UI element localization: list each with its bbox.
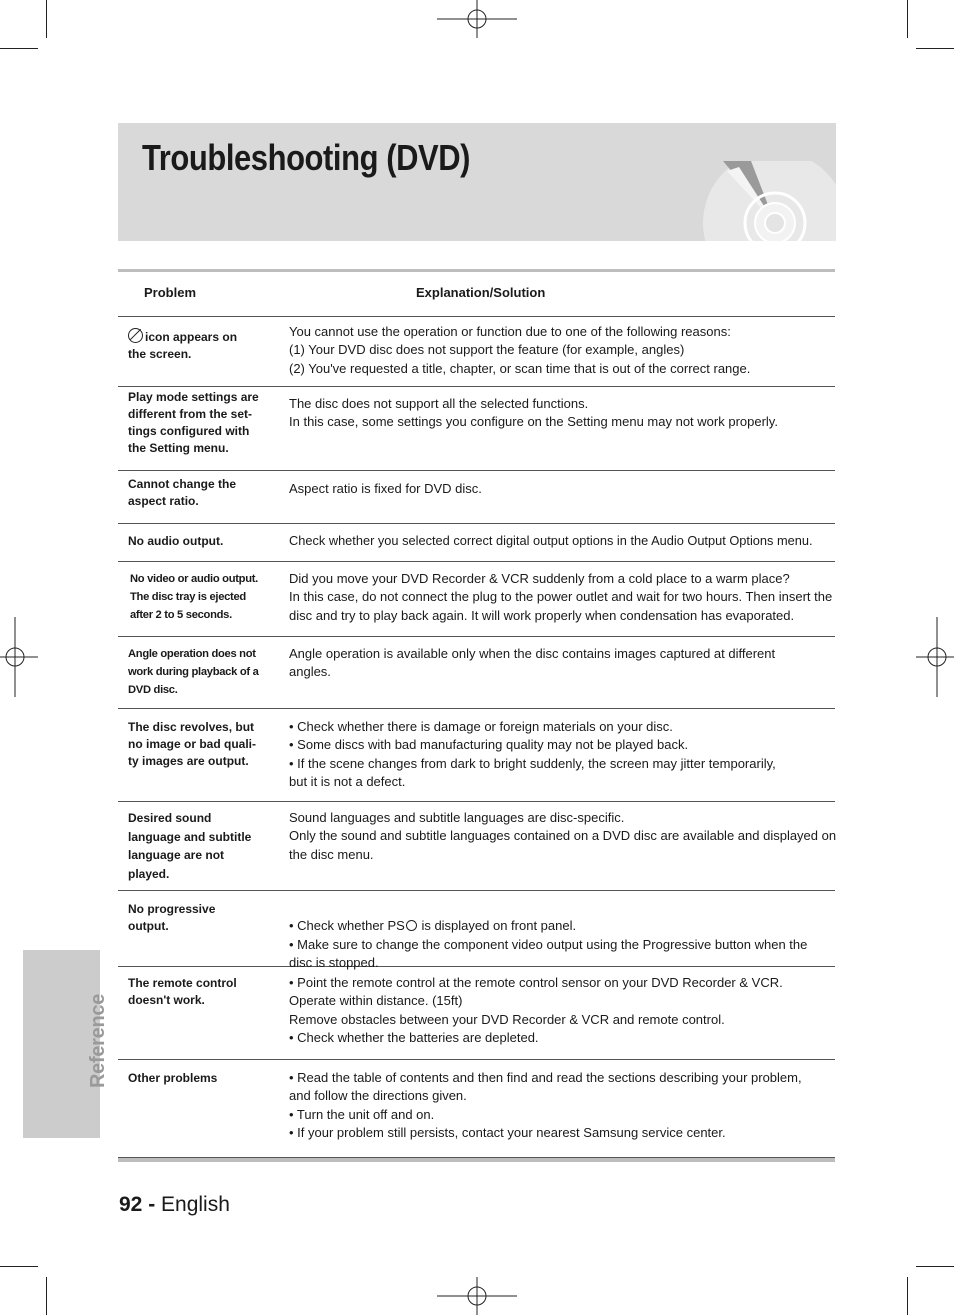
table-row: [118, 709, 835, 802]
table-row: [118, 471, 835, 524]
table-row: [118, 387, 835, 471]
solution-cell: Sound languages and subtitle languages are disc-specific. Only the sound and subtitle languages contained on a DVD disc are available and displayed on the disc menu.: [289, 810, 837, 862]
table-row: [118, 802, 835, 891]
table-row: [118, 524, 835, 562]
table-header: [118, 272, 835, 317]
crop-mark: [0, 1266, 38, 1267]
problem-cell: Cannot change the aspect ratio.: [128, 477, 237, 508]
problem-cell: No video or audio output. The disc tray is ejected after 2 to 5 seconds.: [130, 573, 258, 621]
progressive-indicator-icon: [406, 920, 417, 931]
crop-mark: [907, 0, 908, 38]
solution-cell: Angle operation is available only when the disc contains images captured at different angles.: [289, 646, 776, 680]
header-solution: Explanation/Solution: [416, 285, 546, 300]
problem-cell: Angle operation does not work during playback of a DVD disc.: [128, 648, 259, 696]
problem-cell: Desired sound language and subtitle language are not played.: [128, 811, 252, 881]
solution-text: • Check whether PS: [289, 918, 405, 934]
solution-cell: Check whether you selected correct digital output options in the Audio Output Options menu.: [289, 533, 813, 548]
crop-mark: [916, 48, 954, 49]
solution-text: • Make sure to change the component video output using the Progressive button when the disc is stopped.: [289, 936, 808, 970]
disc-icon: [703, 161, 836, 241]
crop-mark: [46, 1277, 47, 1315]
registration-mark-icon: [916, 617, 954, 697]
table-row: [118, 967, 835, 1060]
page-title: Troubleshooting (DVD): [142, 137, 471, 178]
problem-cell: Other problems: [128, 1071, 218, 1085]
problem-text: icon appears on the screen.: [128, 330, 238, 361]
problem-cell: [128, 328, 253, 363]
problem-cell: The disc revolves, but no image or bad quali-ty images are output.: [128, 720, 257, 768]
title-banner: [118, 123, 836, 241]
page-number: 92 -: [119, 1193, 156, 1216]
solution-cell: • Point the remote control at the remote control sensor on your DVD Recorder & VCR. Operate within distance. (15ft) Remove obstacles between your DVD Recorder & VCR and remote control. • Check whether the batteries are depleted.: [289, 975, 783, 1045]
table-row: [118, 1060, 835, 1158]
solution-cell: • Check whether there is damage or foreign materials on your disc. • Some discs with bad manufacturing quality may not be played back. • If the scene changes from dark to bright suddenly, the screen may jitter temporarily, but it is not a defect.: [289, 719, 776, 789]
registration-mark-icon: [0, 617, 38, 697]
header-problem: Problem: [144, 285, 197, 300]
registration-mark-icon: [437, 0, 517, 40]
section-tab-label: Reference: [87, 993, 109, 1088]
crop-mark: [46, 0, 47, 38]
solution-cell: • Read the table of contents and then find and read the sections describing your problem, and follow the directions given. • Turn the unit off and on. • If your problem still persists, contact your nearest Samsung service center.: [289, 1070, 802, 1140]
table-bottom-rule: [118, 1158, 835, 1162]
solution-cell: The disc does not support all the selected functions. In this case, some settings you configure on the Setting menu may not work properly.: [289, 396, 778, 430]
problem-cell: The remote control doesn't work.: [128, 976, 237, 1007]
table-row: [118, 317, 835, 387]
page-footer: [119, 1193, 230, 1217]
table-row: [118, 562, 835, 637]
crop-mark: [0, 48, 38, 49]
table-row: [118, 891, 835, 970]
page-language: English: [161, 1193, 230, 1216]
solution-cell: Did you move your DVD Recorder & VCR suddenly from a cold place to a warm place? In this case, do not connect the plug to the power outlet and wait for two hours. Then insert the disc and try to play back again. It will work properly when condensation has evaporated.: [289, 571, 833, 623]
registration-mark-icon: [437, 1277, 517, 1315]
problem-cell: No audio output.: [128, 534, 224, 548]
crop-mark: [907, 1277, 908, 1315]
table-row: [118, 637, 835, 709]
problem-cell: Play mode settings are different from the set-tings configured with the Setting menu.: [128, 390, 259, 455]
crop-mark: [916, 1266, 954, 1267]
solution-text: is displayed on front panel.: [417, 918, 577, 934]
prohibited-icon: [128, 328, 143, 343]
troubleshooting-table: [118, 269, 835, 1162]
problem-cell: No progressive output.: [128, 902, 216, 933]
solution-cell: Aspect ratio is fixed for DVD disc.: [289, 481, 482, 496]
solution-cell: You cannot use the operation or function due to one of the following reasons: (1) Your DVD disc does not support the feature (for example, angles) (2) You've requested a title, chapter, or scan time that is out of the correct range.: [289, 324, 751, 376]
